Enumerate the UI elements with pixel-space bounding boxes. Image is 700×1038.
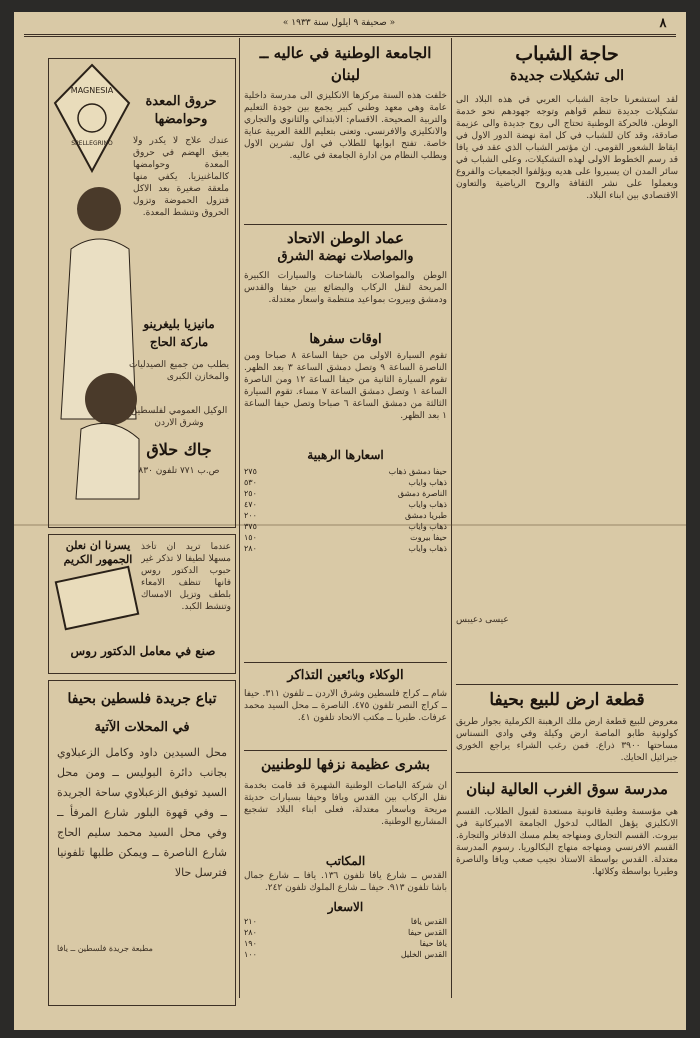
table-row bbox=[244, 532, 447, 543]
table-row bbox=[244, 499, 447, 510]
agents-body: شام ــ كراج فلسطين وشرق الاردن ــ تلفون ٣١١. حيفا ــ كراج النصر تلفون ٤٧٥. الناصرة ــ محل السيد محمد عرفات. طبريا ــ مكتب الاتحاد تلفون ٤١. bbox=[244, 689, 447, 723]
pills-ad bbox=[48, 534, 236, 674]
agents-article bbox=[244, 666, 447, 758]
university-headline: الجامعة الوطنية في عاليه ــ لبنان bbox=[259, 44, 432, 84]
row-label: ذهاب واياب bbox=[408, 544, 447, 553]
row-label: ذهاب واياب bbox=[408, 500, 447, 509]
land-sale-headline: قطعة ارض للبيع بحيفا bbox=[489, 690, 645, 710]
row-label: الناصرة دمشق bbox=[397, 489, 447, 498]
row-label: القدس حيفا bbox=[407, 928, 447, 937]
good-news-article bbox=[244, 754, 447, 960]
row-value: ٢١٠ bbox=[244, 917, 257, 926]
table-row bbox=[244, 477, 447, 488]
row-label: القدس الخليل bbox=[400, 950, 447, 959]
row-value: ٢٥٠ bbox=[244, 489, 257, 498]
row-value: ٥٣٠ bbox=[244, 478, 257, 487]
sellers-list: محل السيدين داود وكامل الزعبلاوي بجانب دائرة البوليس ــ ومن محل السيد توفيق الزعبلاوي ساحة الجريدة ــ وفي قهوة البلور شارع المرفأ ــ وفي محل السيد محمد سليم الحاج شارع الناصرة ــ ويمكن طلبها تلفونيا فترسل حالا bbox=[57, 746, 227, 879]
school-body: هي مؤسسة وطنية قانونية مستعدة لقبول الطلاب. القسم الانكليزي يؤهل الطالب لدخول الجامعة الاميركانية في بيروت. القسم التجاري ومنهاجه يعلم مسك الدفاتر والتجارة. القسم الافرنسي ومنهاجه منهاج البكالوريا. رسوم المدرسة معتدلة. القدس بواسطة الاستاذ نجيب صعب ويافا والناصرة وطبريا بواسطة وكلائها. bbox=[456, 807, 678, 877]
row-label: ذهاب واياب bbox=[408, 478, 447, 487]
pills-ad-sponsor: صنع في معامل الدكتور روس bbox=[70, 644, 216, 658]
youth-article bbox=[456, 42, 678, 626]
good-news-headline: بشرى عظيمة نزفها للوطنيين bbox=[261, 757, 430, 773]
page-number: ٨ bbox=[659, 16, 667, 31]
magnesia-headline: حروق المعدة وحوامضها bbox=[145, 94, 217, 127]
table-row bbox=[244, 927, 447, 938]
departure-times-title: اوقات سفرها bbox=[309, 332, 382, 347]
youth-body: لقد استشعرنا حاجة الشباب العربي في هذه البلاد الى تشكيلات جديدة تنظم قواهم وتوجه جهودهم نحو خدمة الوطن. فالحركة الوطنية تحتاج الى روح جديدة والى عزيمة صادقة، وقد كان للشباب في كل امة نهضة الدور الاول في ايقاظ الشعور القومي. ان مؤتمر الشباب الذي عقد في يافا قد رسم الخطوط الاولى لهذه التشكيلات، وعلى الشباب في سائر المدن ان يسيروا على هديه ويؤلفوا الجمعيات والفروع ويعملوا على نشر الثقافة والروح الرياضية والتعاون الاقتصادي بين ابناء البلاد. bbox=[456, 95, 678, 201]
offices-title: المكاتب bbox=[325, 854, 366, 868]
transport-article bbox=[244, 228, 447, 554]
svg-text:SPELLEGRINO: SPELLEGRINO bbox=[71, 140, 113, 147]
row-label: حيفا دمشق ذهاب bbox=[388, 467, 447, 476]
sellers-headline: تباع جريدة فلسطين بحيفا bbox=[67, 691, 217, 707]
header-date: « صحيفة ٩ ايلول سنة ١٩٣٣ » bbox=[282, 18, 396, 28]
row-value: ١٥٠ bbox=[244, 533, 257, 542]
school-headline: مدرسة سوق الغرب العالية لبنان bbox=[466, 780, 668, 798]
row-value: ٢٧٥ bbox=[244, 467, 257, 476]
row-value: ٢٨٠ bbox=[244, 544, 257, 553]
table-row bbox=[244, 488, 447, 499]
land-sale-body: معروض للبيع قطعة ارض ملك الرهبنة الكرملية بجوار طريق كولونية طابو الماصة ارض وكيلة وفي وادي النسناس مساحتها ٣٩٠٠ ذراع. فمن رغب الشراء يراجع الخوري جبرائيل الحايك. bbox=[456, 717, 678, 763]
magnesia-brand: مانيزيا بليغرينو ماركة الحاج bbox=[143, 317, 215, 349]
youth-headline: حاجة الشباب bbox=[515, 43, 619, 65]
transport-headline: عماد الوطن الاتحاد bbox=[287, 229, 404, 247]
transport-subheadline: والمواصلات نهضة الشرق bbox=[277, 249, 414, 264]
pills-ad-body: عندما تريد ان تأخذ مسهلا لطيفا لا تذكر غير حبوب الدكتور روس فانها تنظف الامعاء بلطف وتزيل الامساك وتنشط الكبد. bbox=[141, 542, 231, 612]
magnesia-agent: الوكيل العمومي لفلسطين وشرق الاردن bbox=[130, 406, 228, 428]
transport-intro: الوطن والمواصلات بالشاحنات والسيارات الكبيرة المريحة لنقل الركاب والبضائع بين حيفا والقدس ودمشق وبيروت بمواعيد منتظمة واسعار معتدلة. bbox=[244, 271, 447, 305]
magnesia-contact: ص.ب ٧٧١ تلفون ٨٣٠ bbox=[138, 466, 220, 476]
sellers-subheadline: في المحلات الآتية bbox=[94, 720, 190, 735]
university-article bbox=[244, 42, 447, 244]
departure-times-body: تقوم السيارة الاولى من حيفا الساعة ٨ صباحا ومن الناصرة الساعة ٩ وتصل دمشق الساعة ٣ بعد الظهر. تقوم السيارة الثانية من حيفا الساعة ١٢ ومن الناصرة الساعة ١ وتصل دمشق الساعة ٧ مساء. تقوم السيارة الثالثة من دمشق الساعة ٦ صباحا وتصل حيفا الساعة ١ بعد الظهر. bbox=[244, 351, 447, 421]
row-label: القدس يافا bbox=[410, 917, 447, 926]
table-row bbox=[244, 466, 447, 477]
table-row bbox=[244, 543, 447, 554]
row-label: حيفا بيروت bbox=[410, 533, 447, 542]
school-article bbox=[456, 778, 678, 986]
table-row bbox=[244, 938, 447, 949]
sellers-ad bbox=[48, 680, 236, 1006]
university-body: خلفت هذه السنة مركزها الانكليزي الى مدرسة داخلية عامة وهي معهد وطني كبير يجمع بين جودة التعليم والتربية الصحيحة. الاقسام: الابتدائي والثانوي والتجاري والانكليزي والافرنسي. وتعنى بتعليم اللغة العربية عناية خاصة. تفتح ابوابها للطلاب في اول تشرين الاول ويطلب النظام من ادارة الجامعة في عاليه. bbox=[244, 91, 447, 161]
row-value: ٢٨٠ bbox=[244, 928, 257, 937]
magnesia-body: عندك علاج لا يكدر ولا يعيق الهضم في حروق المعدة وحوامضها كالماغنيزيا. يكفي منها ملعقة صغيرة بعد الاكل فتزول الحموضة وتزول الحروق وتنشط المعدة. bbox=[133, 136, 229, 218]
row-label: ذهاب واياب bbox=[408, 522, 447, 531]
table-row bbox=[244, 949, 447, 960]
magnesia-ad bbox=[48, 58, 236, 528]
row-value: ٣٧٥ bbox=[244, 522, 257, 531]
offices-body: القدس ــ شارع يافا تلفون ١٣٦. يافا ــ شارع جمال باشا تلفون ٩١٣. حيفا ــ شارع الملوك تلفون ٢٤٢. bbox=[244, 871, 447, 893]
table-row bbox=[244, 521, 447, 532]
good-news-body: ان شركة الباصات الوطنية الشهيرة قد قامت بخدمة نقل الركاب بين القدس ويافا وحيفا بسيارات حديثة مريحة وباسعار معتدلة، فعلى ابناء البلاد تشجيع المشاريع الوطنية. bbox=[244, 781, 447, 827]
woman-illustration-icon bbox=[51, 179, 141, 519]
row-label: يافا حيفا bbox=[419, 939, 447, 948]
row-value: ٢٠٠ bbox=[244, 511, 257, 520]
fares-title: اسعارها الرهبية bbox=[307, 448, 384, 462]
magnesia-note: يطلب من جميع الصيدليات والمخازن الكبرى bbox=[129, 360, 229, 382]
youth-signature: عيسى دعيبس bbox=[456, 615, 509, 625]
row-value: ١٩٠ bbox=[244, 939, 257, 948]
magnesia-agent-name: جاك حلاق bbox=[146, 440, 212, 459]
fares-table bbox=[244, 466, 447, 554]
agents-headline: الوكلاء وبائعين التذاكر bbox=[287, 668, 404, 683]
prices-title: الاسعار bbox=[327, 900, 364, 914]
row-label: طبريا دمشق bbox=[404, 511, 447, 520]
newspaper-page bbox=[14, 12, 686, 1030]
table-row bbox=[244, 510, 447, 521]
sellers-footer: مطبعة جريدة فلسطين ــ يافا bbox=[57, 944, 153, 953]
pills-box-icon bbox=[55, 566, 140, 631]
prices-table bbox=[244, 916, 447, 960]
magnesia-logo-icon bbox=[53, 63, 131, 173]
row-value: ١٠٠ bbox=[244, 950, 257, 959]
table-row bbox=[244, 916, 447, 927]
row-value: ٤٧٠ bbox=[244, 500, 257, 509]
pills-ad-title: يسرنا ان نعلن الجمهور الكريم bbox=[63, 539, 133, 566]
youth-subheadline: الى تشكيلات جديدة bbox=[509, 68, 625, 84]
land-sale-article bbox=[456, 688, 678, 776]
svg-text:MAGNESIA: MAGNESIA bbox=[70, 86, 114, 95]
